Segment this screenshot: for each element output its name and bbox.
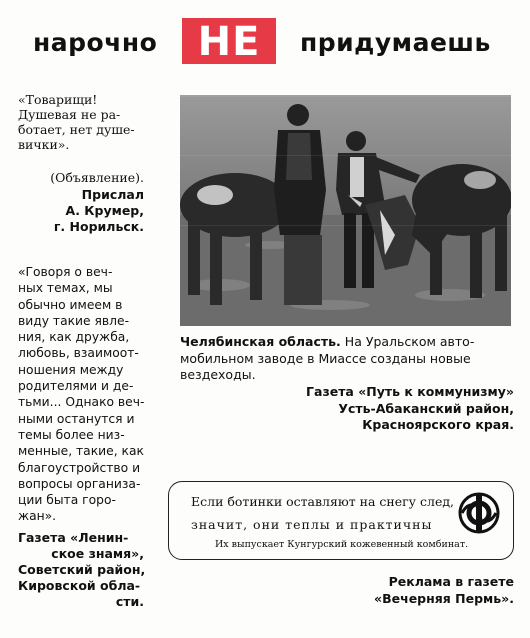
quote-line: ции быта горо-	[18, 493, 116, 508]
source-line: Кировской обла-	[18, 578, 141, 593]
ad-line: значит, они теплы и практичны	[191, 517, 433, 532]
news-photo	[180, 95, 511, 326]
kungur-factory-logo-icon	[458, 492, 500, 534]
quote-line: ными останутся и	[18, 411, 135, 426]
signature-line: А. Крумер,	[65, 203, 144, 218]
header-highlight-word: НЕ	[197, 19, 261, 65]
header-highlight-box	[182, 18, 276, 64]
source-line: Усть-Абаканский район,	[338, 400, 514, 416]
source-line: Реклама в газете	[388, 574, 514, 589]
source-line: ское знамя»,	[51, 546, 144, 561]
announcement-label: (Объявление).	[50, 170, 144, 185]
quote-line: Душевая не ра-	[18, 107, 121, 122]
source-line: «Вечерняя Пермь».	[374, 590, 514, 606]
source-line: Советский район,	[18, 562, 146, 577]
quote-line: жан».	[18, 509, 57, 524]
source-put-k-kommunizmu	[180, 384, 514, 434]
caption-text: На Уральском автомобильном заводе в Миассе созданы новые вездеходы.	[180, 334, 475, 382]
quote-line: ных темах, мы	[18, 281, 113, 296]
quote-line: любовь, взаимоот-	[18, 346, 139, 361]
source-leninskoe-znamya	[18, 530, 144, 610]
quote-line: тьми... Однако веч-	[18, 395, 145, 410]
quote-line: благоустройство и	[18, 460, 141, 475]
quote-line: ношения между	[18, 362, 124, 377]
quote-line: «Товарищи!	[18, 92, 98, 107]
photo-caption	[180, 334, 514, 384]
quote-line: менные, такие, как	[18, 444, 144, 459]
header-right-word: придумаешь	[300, 28, 491, 57]
header-left-word: нарочно	[33, 28, 158, 57]
quote-line: «Говоря о веч-	[18, 265, 113, 279]
quote-eternal-themes	[18, 264, 144, 525]
ad-line: Их выпускает Кунгурский кожевенный комбинат.	[215, 539, 469, 550]
sender-signature	[18, 187, 144, 235]
caption-region: Челябинская область.	[180, 334, 341, 349]
signature-line: Прислал	[81, 187, 144, 202]
quote-line: обычно имеем в	[18, 297, 123, 312]
quote-line: ния, как дружба,	[18, 330, 130, 345]
quote-line: ботает, нет душе-	[18, 122, 135, 137]
source-line: Красноярского края.	[362, 417, 514, 432]
ad-line: Если ботинки оставляют на снегу след,	[191, 494, 455, 509]
quote-line: виду такие явле-	[18, 313, 130, 328]
source-line: Газета «Путь к коммунизму»	[306, 384, 514, 399]
source-line: Газета «Ленин-	[18, 530, 129, 545]
source-vechernyaya-perm	[340, 574, 514, 607]
quote-line: вички».	[18, 137, 70, 152]
quote-line: темы более низ-	[18, 427, 125, 442]
advertisement-box	[168, 481, 514, 560]
quote-line: вопросы организа-	[18, 476, 141, 491]
quote-shower	[18, 92, 144, 152]
signature-line: г. Норильск.	[53, 219, 144, 234]
quote-line: родителями и де-	[18, 379, 134, 394]
source-line: сти.	[115, 594, 144, 609]
photo-illustration	[180, 95, 511, 326]
